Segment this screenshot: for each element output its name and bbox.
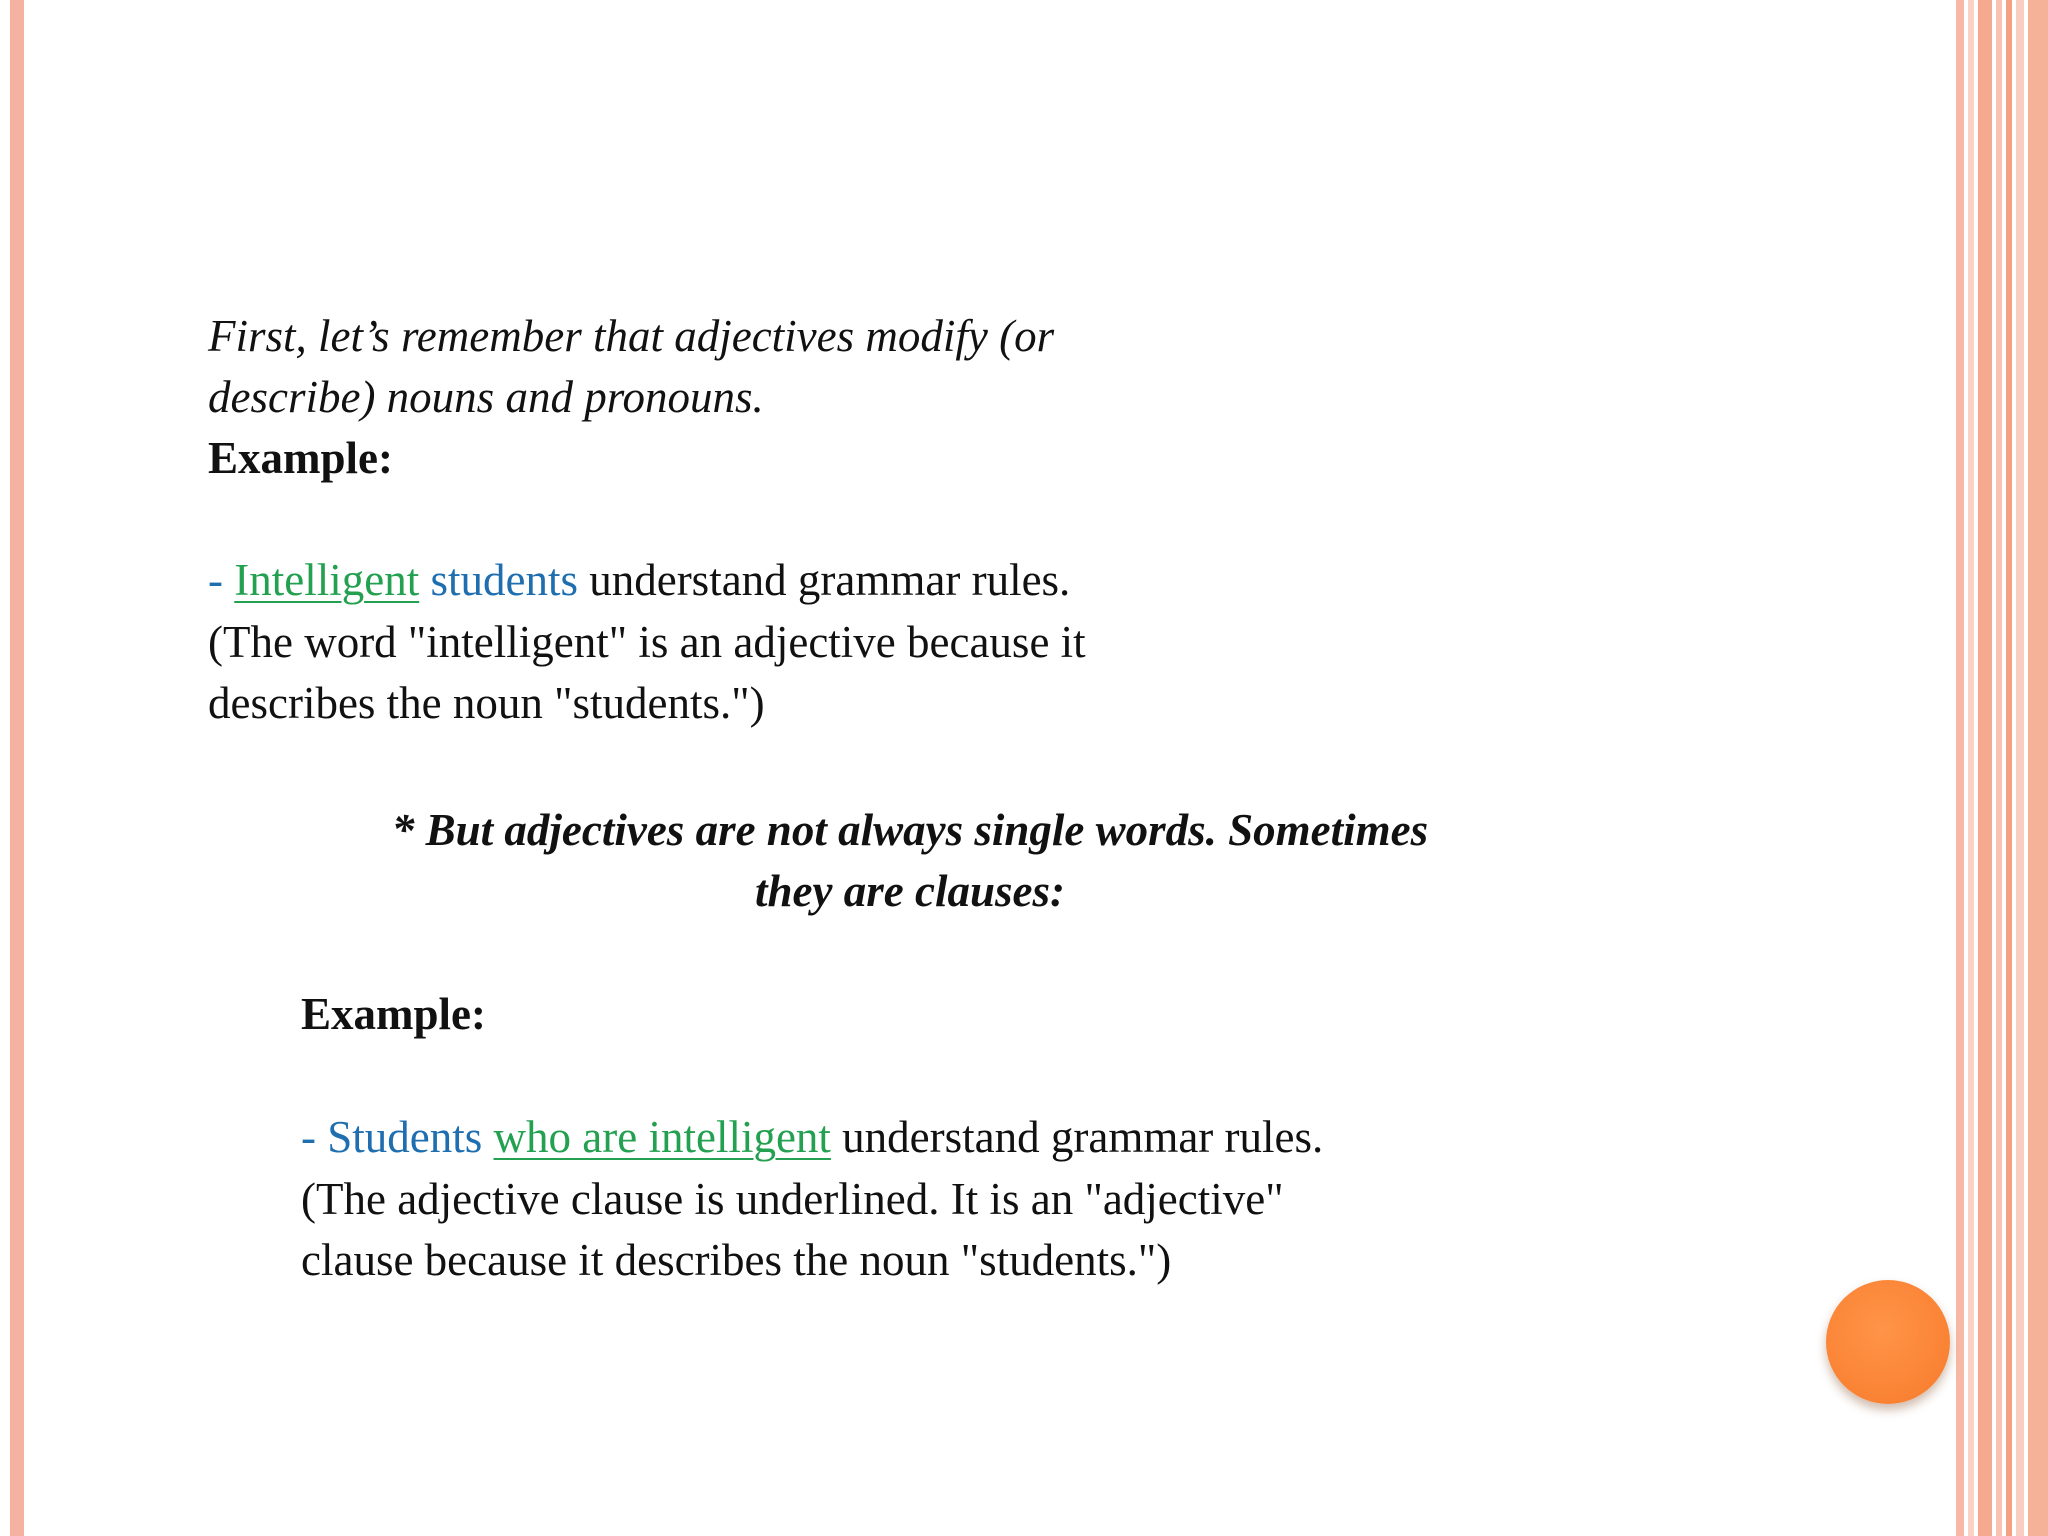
stripe bbox=[1968, 0, 1974, 1536]
example-1-explanation-line-2: describes the noun "students.") bbox=[208, 678, 765, 728]
example-2-explanation-line-1: (The adjective clause is underlined. It is an "adjective" bbox=[301, 1174, 1284, 1224]
example-1-explanation bbox=[208, 612, 1086, 734]
intro-line-2: describe) nouns and pronouns. bbox=[208, 372, 764, 422]
left-accent-strip bbox=[10, 0, 24, 1536]
example-1-noun: students bbox=[430, 555, 578, 605]
stripe bbox=[1996, 0, 2002, 1536]
example-2-heading: Example: bbox=[301, 989, 486, 1039]
example-2-clause: who are intelligent bbox=[493, 1112, 831, 1162]
stripe bbox=[1956, 0, 1964, 1536]
stripe bbox=[1978, 0, 1992, 1536]
adjective-clause-note bbox=[300, 800, 1520, 922]
stripe bbox=[2006, 0, 2012, 1536]
example-1-explanation-line-1: (The word "intelligent" is an adjective because it bbox=[208, 617, 1086, 667]
example-2-dash: - bbox=[301, 1112, 328, 1162]
example-2-sentence bbox=[301, 1107, 1323, 1168]
example-2-noun: Students bbox=[327, 1112, 483, 1162]
example-1-dash: - bbox=[208, 555, 235, 605]
example-1-rest: understand grammar rules. bbox=[577, 555, 1071, 605]
intro-line-1: First, let’s remember that adjectives modify (or bbox=[208, 311, 1055, 361]
example-2-explanation-line-2: clause because it describes the noun "students.") bbox=[301, 1235, 1172, 1285]
example-1-sentence bbox=[208, 550, 1070, 611]
note-line-2: they are clauses: bbox=[755, 866, 1065, 916]
intro-text bbox=[208, 306, 1054, 428]
note-line-1: * But adjectives are not always single words. Sometimes bbox=[391, 805, 1429, 855]
right-decorative-stripes bbox=[1956, 0, 2048, 1536]
example-2-rest: understand grammar rules. bbox=[830, 1112, 1324, 1162]
example-1-heading: Example: bbox=[208, 433, 393, 483]
stripe bbox=[2016, 0, 2024, 1536]
orange-circle-decoration bbox=[1826, 1280, 1950, 1404]
example-2-explanation bbox=[301, 1169, 1284, 1291]
example-1-adjective: Intelligent bbox=[234, 555, 420, 605]
stripe bbox=[2028, 0, 2048, 1536]
